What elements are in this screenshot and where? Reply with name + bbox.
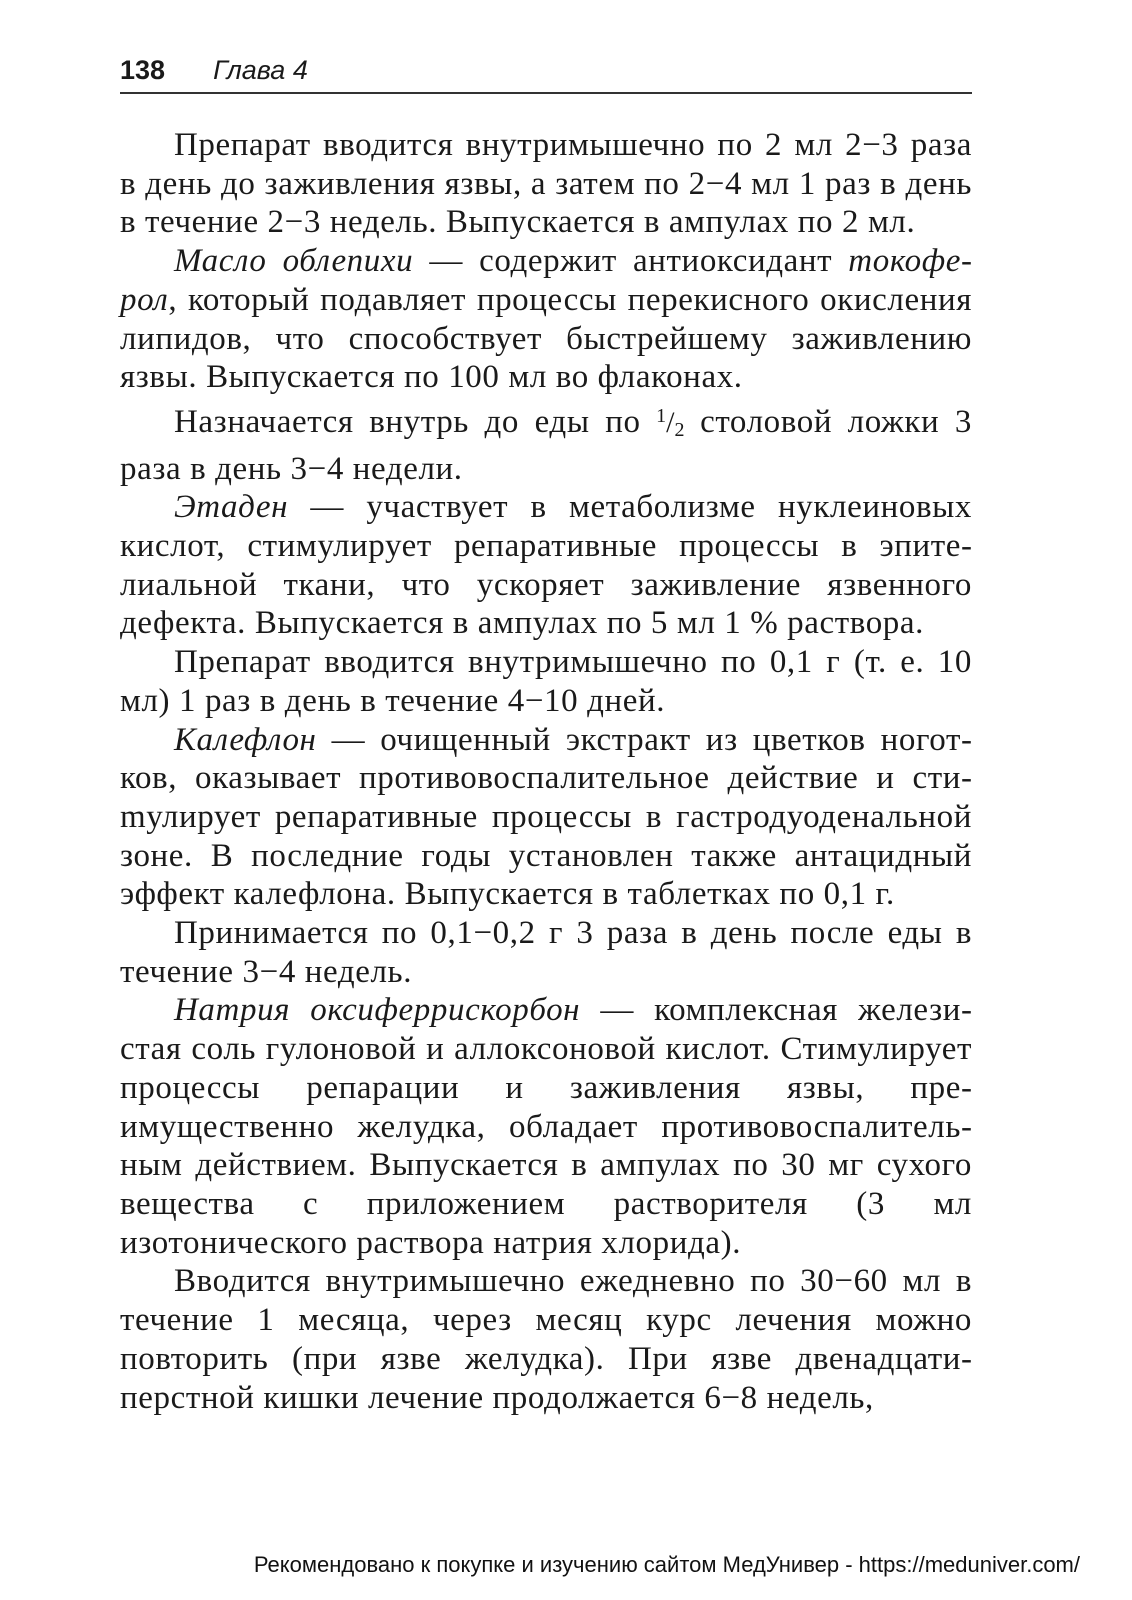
paragraph-2 bbox=[120, 242, 972, 397]
paragraph-7 bbox=[120, 914, 972, 991]
paragraph-9 bbox=[120, 1262, 972, 1417]
paragraph-3 bbox=[120, 397, 972, 488]
paragraph-text: столовой ложки 3 раза в день 3−4 недели. bbox=[120, 403, 972, 487]
footer-watermark-note: Рекомендовано к покупке и изучению сайтом МедУнивер - https://meduniver.com/ bbox=[253, 1552, 1080, 1577]
paragraph-5 bbox=[120, 643, 972, 720]
drug-name-kaleflon: Калефлон bbox=[174, 721, 317, 758]
page-number: 138 bbox=[120, 55, 166, 85]
paragraph-6 bbox=[120, 721, 972, 915]
paragraph-text: — содержит антиоксидант bbox=[413, 243, 849, 280]
paragraph-8 bbox=[120, 991, 972, 1262]
running-header bbox=[120, 52, 972, 94]
fraction-denominator: 2 bbox=[674, 418, 685, 441]
paragraph-text: — очищенный экстракт из цветков ноготков, оказывает противовоспалительное действие и стиmулирует репаративные процессы в гастродуоденальной зоне. В последние годы установлен также антацидный эффект калефлона. Выпускается в таблетках по 0,1 г. bbox=[120, 721, 972, 913]
drug-name-sea-buckthorn: Масло облепихи bbox=[174, 243, 414, 280]
paragraph-text: — участвует в метаболизме нуклеиновых кислот, стимулирует репаративные процессы в эпителиальной ткани, что ускоряет заживление язвенного дефекта. Выпускается в ампулах по 5 мл 1 % раствора. bbox=[120, 489, 972, 642]
paragraph-text: Вводится внутримышечно ежедневно по 30−60 мл в течение 1 месяца, через месяц курс лечения можно повторить (при язве желудка). При язве двенадцатиперстной кишки лечение продолжается 6−8 недель, bbox=[120, 1263, 972, 1416]
paragraph-text: Принимается по 0,1−0,2 г 3 раза в день после еды в течение 3−4 недель. bbox=[120, 915, 972, 990]
fraction-numerator: 1 bbox=[656, 404, 667, 427]
paragraph-4 bbox=[120, 488, 972, 643]
drug-name-etaden: Этаден bbox=[174, 489, 289, 526]
term-tocopherol: токоферол bbox=[120, 243, 972, 318]
paragraph-text: , который подавляет процессы перекисного окисления липидов, что способствует быстрейшему заживлению язвы. Выпускается по 100 мл во флаконах. bbox=[120, 281, 972, 396]
paragraph-1 bbox=[120, 126, 972, 242]
fraction-one-half bbox=[656, 404, 685, 441]
paragraph-text: Препарат вводится внутримышечно по 2 мл 2−3 раза в день до заживления язвы, а затем по 2−4 мл 1 раз в день в течение 2−3 недель. Выпускается в ампулах по 2 мл. bbox=[120, 127, 972, 241]
drug-name-oxyferriscorbone: Натрия оксиферрискорбон bbox=[174, 992, 581, 1029]
paragraph-text: — комплексная железистая соль гулоновой и аллоксоновой кислот. Стимулирует процессы репарации и заживления язвы, преимущественно желудка, обладает противовоспалительным действием. Выпускается в ампулах по 30 мг сухого вещества с приложением растворителя (3 мл изотонического раствора натрия хлорида). bbox=[120, 992, 972, 1261]
paragraph-text: Препарат вводится внутримышечно по 0,1 г (т. е. 10 мл) 1 раз в день в течение 4−10 дней. bbox=[120, 644, 972, 719]
paragraph-text: Назначается внутрь до еды по bbox=[174, 403, 657, 440]
fraction-slash: / bbox=[666, 405, 675, 439]
chapter-title: Глава 4 bbox=[213, 55, 308, 85]
body-text bbox=[120, 126, 972, 1417]
